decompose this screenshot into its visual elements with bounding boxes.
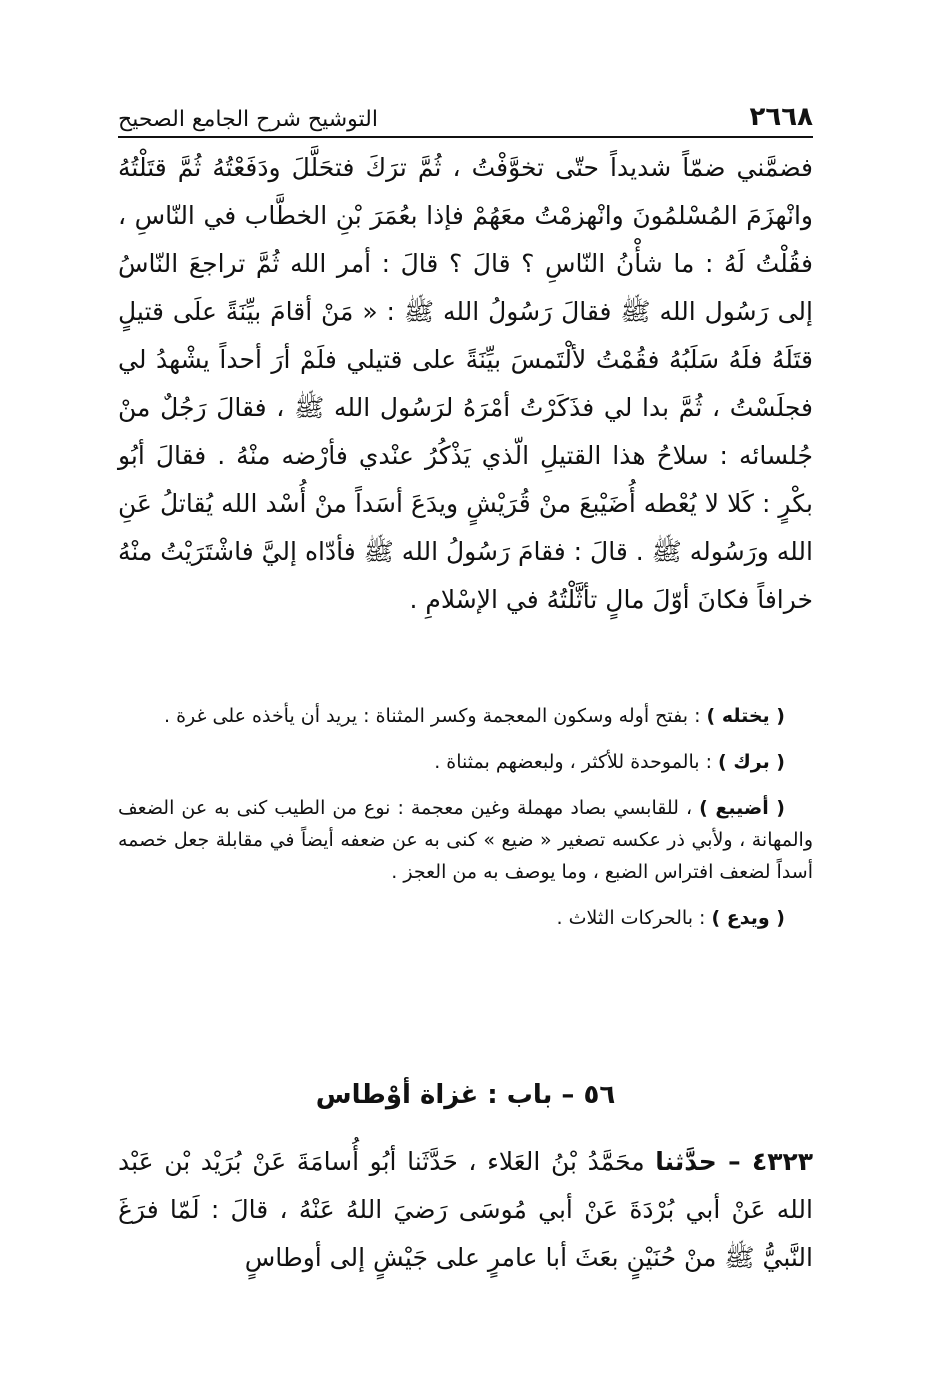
note-term: ( يختله ) [706, 705, 785, 727]
note-term: ( ويدع ) [711, 907, 785, 929]
note-udaybi [118, 792, 813, 888]
commentary-notes [118, 700, 813, 948]
page-number: ٢٦٦٨ [749, 102, 813, 132]
note-text: : بفتح أوله وسكون المعجمة وكسر المثناة : يريد أن يأخذه على غرة . [164, 705, 707, 727]
section-heading: ٥٦ – باب : غزاة أوْطاس [315, 1080, 616, 1110]
note-text: : بالموحدة للأكثر ، ولبعضهم بمثناة . [434, 751, 719, 773]
note-yakhtalihi [118, 700, 813, 732]
header-rule [118, 136, 813, 138]
note-yadaa [118, 902, 813, 934]
hadith-body: محَمَّدُ بْنُ العَلاء ، حَدَّثَنا أبُو أُسامَةَ عَنْ بُرَيْد بْن عَبْد الله عَنْ أبي بُرْدَةَ عَنْ أبي مُوسَى رَضيَ اللهُ عَنْهُ ، قالَ : لَمّا فرَغَ النَّبيُّ ﷺ منْ حُنَيْنٍ بعَثَ أبا عامرٍ على جَيْشٍ إلى أوطاسٍ [118, 1147, 813, 1272]
note-text: ، للقابسي بصاد مهملة وغين معجمة : نوع من الطيب كنى به عن الضعف والمهانة ، ولأبي ذر عكسه تصغير « ضيع » كنى به عن ضعفه أيضاً في مقابلة جعل خصمه أسداً لضعف افتراس الضبع ، وما يوصف به من العجز . [118, 797, 813, 883]
note-term: ( أضيبع ) [699, 797, 785, 819]
note-text: : بالحركات الثلاث . [556, 907, 712, 929]
main-text: فضمَّني ضمّاً شديداً حتّى تخوَّفْتُ ، ثُمَّ ترَكَ فتحَلَّلَ ودَفَعْتُهُ ثُمَّ قتَلْتُهُ وانْهزَمَ المُسْلمُونَ وانْهزمْتُ معَهُمْ فإذا بعُمَرَ بْنِ الخطَّاب في النّاسِ ، فقُلْتُ لَهُ : ما شأْنُ النّاسِ ؟ قالَ ؟ قالَ : أمر الله ثُمَّ تراجعَ النّاسُ إلى رَسُول الله ﷺ فقالَ رَسُولُ الله ﷺ : « مَنْ أقامَ بيِّنَةً علَى قتيلٍ قتَلَهُ فلَهُ سَلَبُهُ فقُمْتُ لألْتَمسَ بيِّنَةً على قتيلي فلَمْ أرَ أحداً يشْهدُ لي فجلَسْتُ ، ثُمَّ بدا لي فذَكَرْتُ أمْرَهُ لرَسُول الله ﷺ ، فقالَ رَجُلٌ منْ جُلسائه : سلاحُ هذا القتيلِ الّذي يَذْكُرُ عنْدي فأرْضه منْهُ . فقالَ أبُو بكْرٍ : كَلا لا يُعْطه أُضَيْبعَ منْ قُرَيْشٍ ويدَعَ أسَداً منْ أُسْد الله يُقاتلُ عَنِ الله ورَسُوله ﷺ . قالَ : فقامَ رَسُولُ الله ﷺ فأدّاه إليَّ فاشْتَرَيْتُ منْهُ خرافاً فكانَ أوّلَ مالٍ تأثَّلْتُهُ في الإسْلامِ . [118, 153, 813, 614]
running-title: التوشيح شرح الجامع الصحيح [118, 107, 378, 132]
page-header [118, 92, 813, 132]
note-term: ( برك ) [718, 751, 785, 773]
hadith-text [118, 1138, 813, 1282]
note-barak [118, 746, 813, 778]
hadith-number: ٤٣٢٣ – حدَّثنا [655, 1147, 813, 1176]
